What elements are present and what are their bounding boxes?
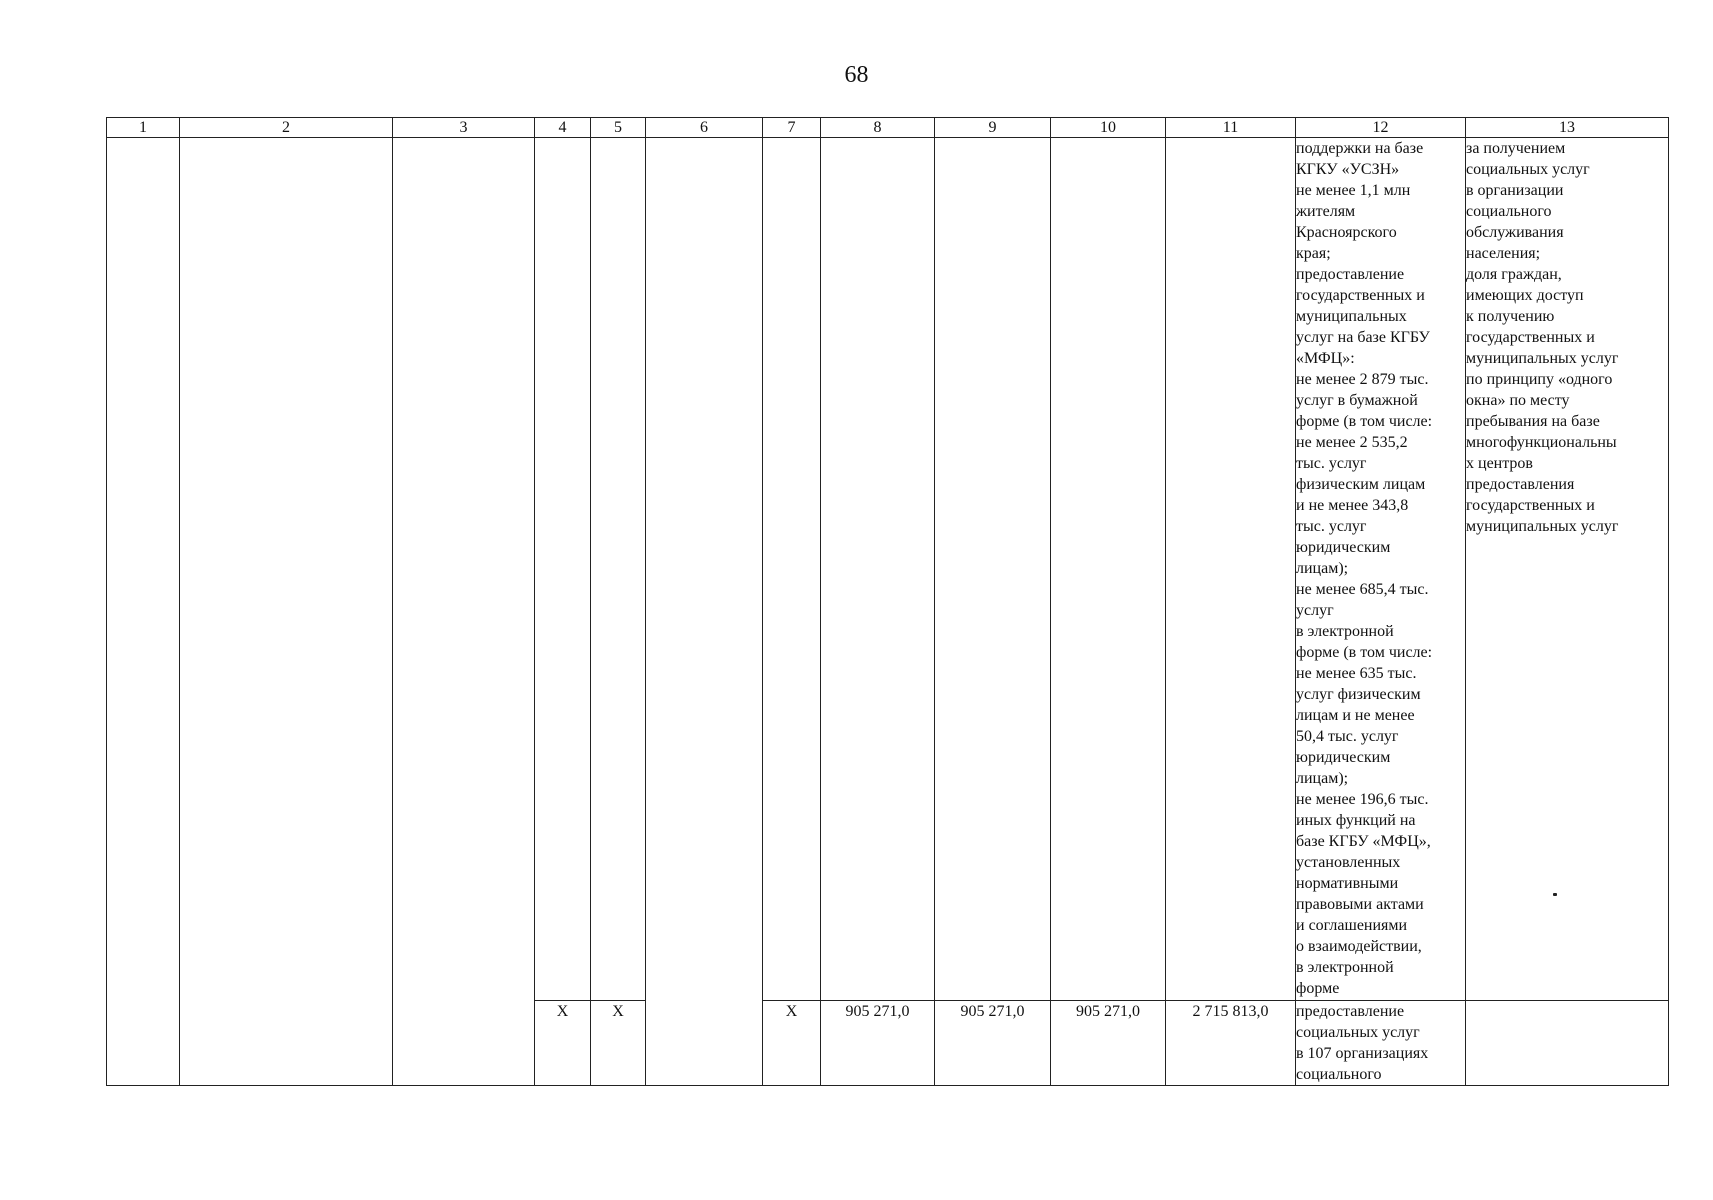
cell-col13 [1466, 1001, 1669, 1086]
header-row [107, 118, 1669, 138]
column-header-10: 10 [1051, 118, 1166, 138]
cell-col4 [535, 138, 591, 1001]
column-header-2: 2 [180, 118, 393, 138]
cell-col3 [393, 138, 535, 1086]
column-header-3: 3 [393, 118, 535, 138]
cell-col10: 905 271,0 [1051, 1001, 1166, 1086]
cell-col12: предоставление социальных услуг в 107 организациях социального [1296, 1001, 1466, 1086]
cell-col5: X [591, 1001, 646, 1086]
cell-col1 [107, 138, 180, 1086]
cell-col4: X [535, 1001, 591, 1086]
column-header-5: 5 [591, 118, 646, 138]
column-header-4: 4 [535, 118, 591, 138]
cell-col10 [1051, 138, 1166, 1001]
cell-col2 [180, 138, 393, 1086]
cell-col8 [821, 138, 935, 1001]
column-header-12: 12 [1296, 118, 1466, 138]
cell-col8: 905 271,0 [821, 1001, 935, 1086]
cell-col9 [935, 138, 1051, 1001]
program-table [106, 117, 1669, 1086]
cell-col7: X [763, 1001, 821, 1086]
column-header-7: 7 [763, 118, 821, 138]
scan-mark [1553, 893, 1557, 896]
page-number: 68 [844, 62, 869, 88]
column-header-8: 8 [821, 118, 935, 138]
column-header-6: 6 [646, 118, 763, 138]
column-header-13: 13 [1466, 118, 1669, 138]
column-header-1: 1 [107, 118, 180, 138]
column-header-11: 11 [1166, 118, 1296, 138]
cell-col12: поддержки на базе КГКУ «УСЗН» не менее 1,1 млн жителям Красноярского края; предоставление государственных и муниципальных услуг на базе КГБУ «МФЦ»: не менее 2 879 тыс. услуг в бумажной форме (в том числе: не менее 2 535,2 тыс. услуг физическим лицам и не менее 343,8 тыс. услуг юридическим лицам); не менее 685,4 тыс. услуг в электронной форме (в том числе: не менее 635 тыс. услуг физическим лицам и не менее 50,4 тыс. услуг юридическим лицам); не менее 196,6 тыс. иных функций на базе КГБУ «МФЦ», установленных нормативными правовыми актами и соглашениями о взаимодействии, в электронной форме [1296, 138, 1466, 1001]
cell-col7 [763, 138, 821, 1001]
cell-col6 [646, 138, 763, 1086]
column-header-9: 9 [935, 118, 1051, 138]
cell-col5 [591, 138, 646, 1001]
table-row [107, 138, 1669, 1001]
cell-col11 [1166, 138, 1296, 1001]
cell-col13: за получением социальных услуг в организации социального обслуживания населения; доля граждан, имеющих доступ к получению государственных и муниципальных услуг по принципу «одного окна» по месту пребывания на базе многофункциональны х центров предоставления государственных и муниципальных услуг [1466, 138, 1669, 1001]
cell-col9: 905 271,0 [935, 1001, 1051, 1086]
cell-col11: 2 715 813,0 [1166, 1001, 1296, 1086]
